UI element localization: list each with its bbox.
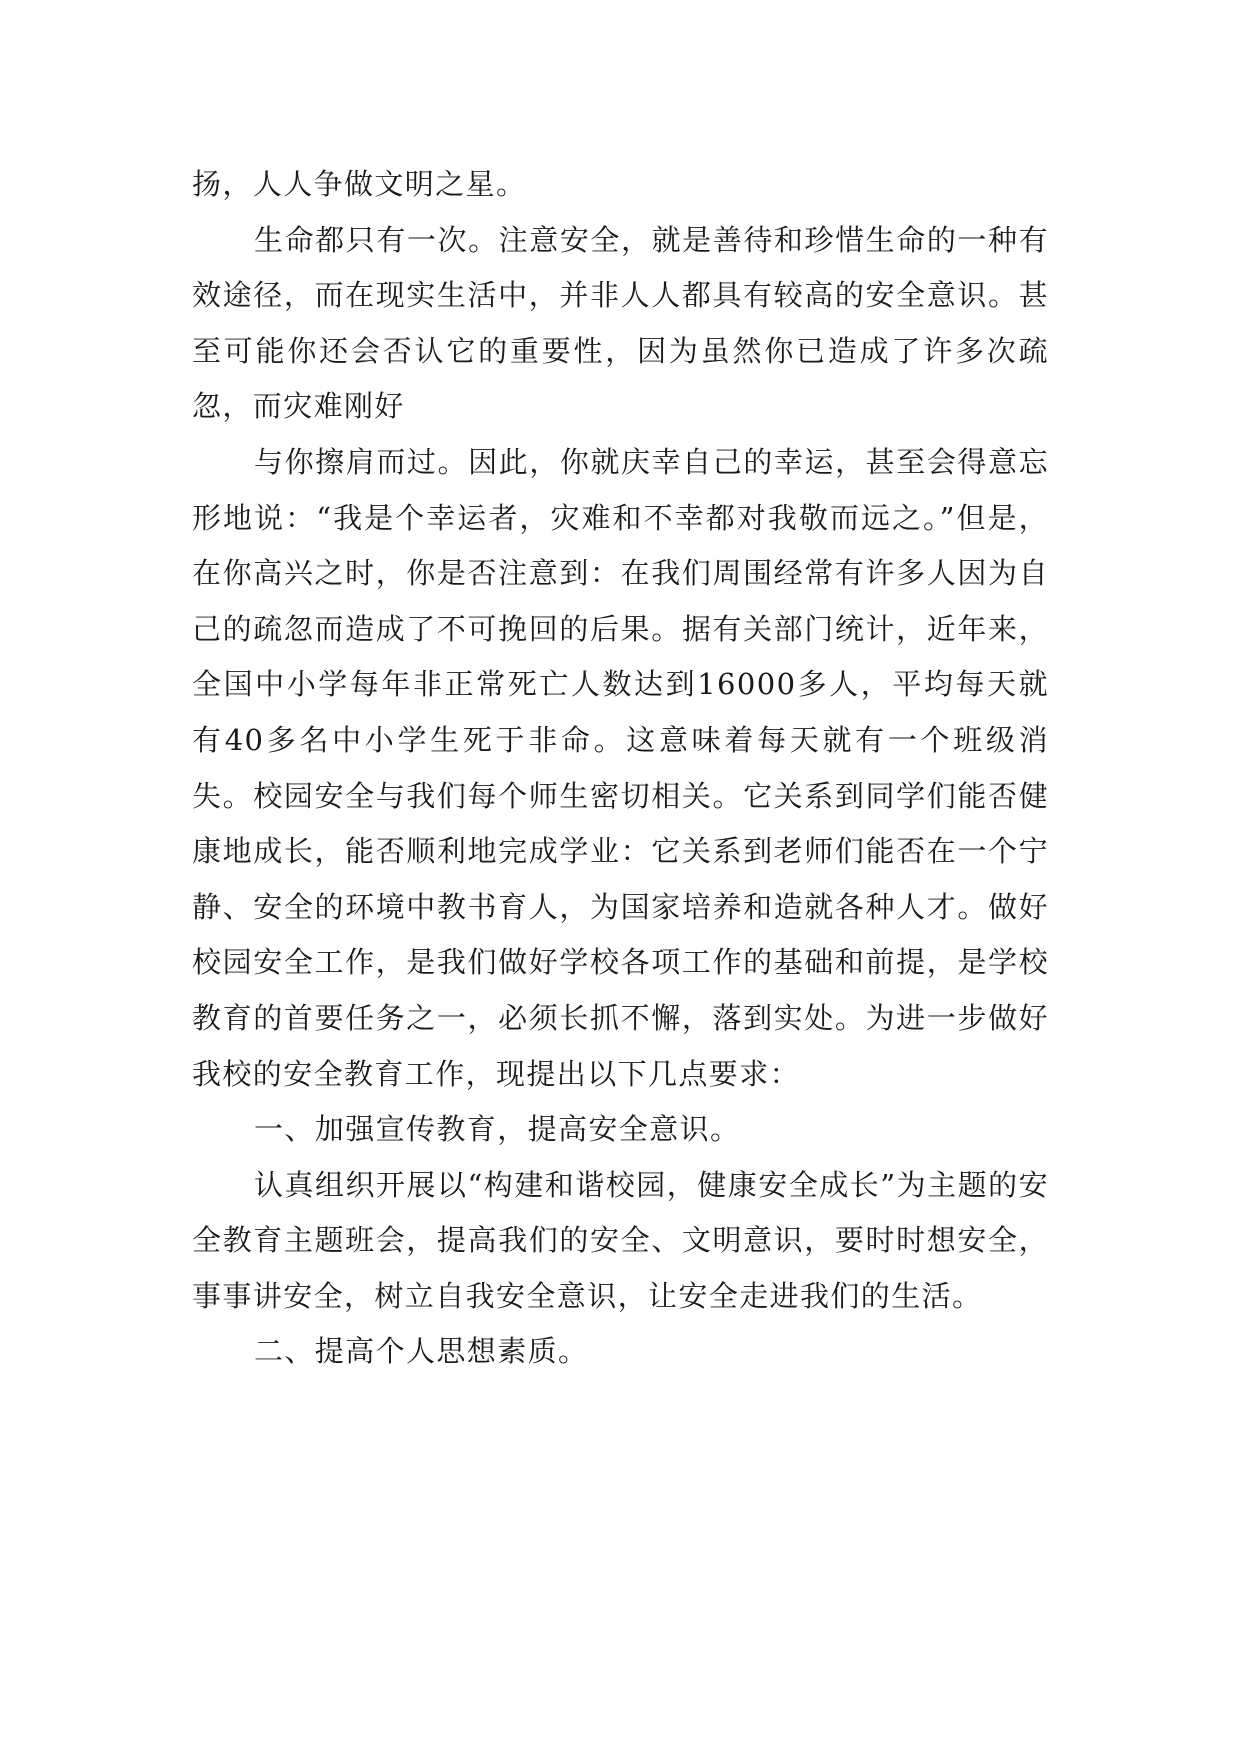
section-heading-1: 一、加强宣传教育，提高安全意识。 xyxy=(254,1112,741,1147)
document-body xyxy=(192,157,1049,1380)
section-heading-2: 二、提高个人思想素质。 xyxy=(254,1334,589,1369)
paragraph-life-once: 生命都只有一次。注意安全，就是善待和珍惜生命的一种有效途径，而在现实生活中，并非人人都具有较高的安全意识。甚至可能你还会否认它的重要性，因为虽然你已造成了许多次疏忽，而灾难刚好 xyxy=(192,222,1049,424)
paragraph-continuation: 扬，人人争做文明之星。 xyxy=(192,167,527,201)
paragraph-statistics: 与你擦肩而过。因此，你就庆幸自己的幸运，甚至会得意忘形地说：“我是个幸运者，灾难和不幸都对我敬而远之。”但是，在你高兴之时，你是否注意到：在我们周围经常有许多人因为自己的疏忽而造成了不可挽回的后果。据有关部门统计，近年来，全国中小学每年非正常死亡人数达到16000多人，平均每天就有40多名中小学生死于非命。这意味着每天就有一个班级消失。校园安全与我们每个师生密切相关。它关系到同学们能否健康地成长，能否顺利地完成学业：它关系到老师们能否在一个宁静、安全的环境中教书育人，为国家培养和造就各种人才。做好校园安全工作，是我们做好学校各项工作的基础和前提，是学校教育的首要任务之一，必须长抓不懈，落到实处。为进一步做好我校的安全教育工作，现提出以下几点要求： xyxy=(192,444,1049,1091)
paragraph-class-meeting: 认真组织开展以“构建和谐校园，健康安全成长”为主题的安全教育主题班会，提高我们的安全、文明意识，要时时想安全，事事讲安全，树立自我安全意识，让安全走进我们的生活。 xyxy=(192,1167,1049,1313)
